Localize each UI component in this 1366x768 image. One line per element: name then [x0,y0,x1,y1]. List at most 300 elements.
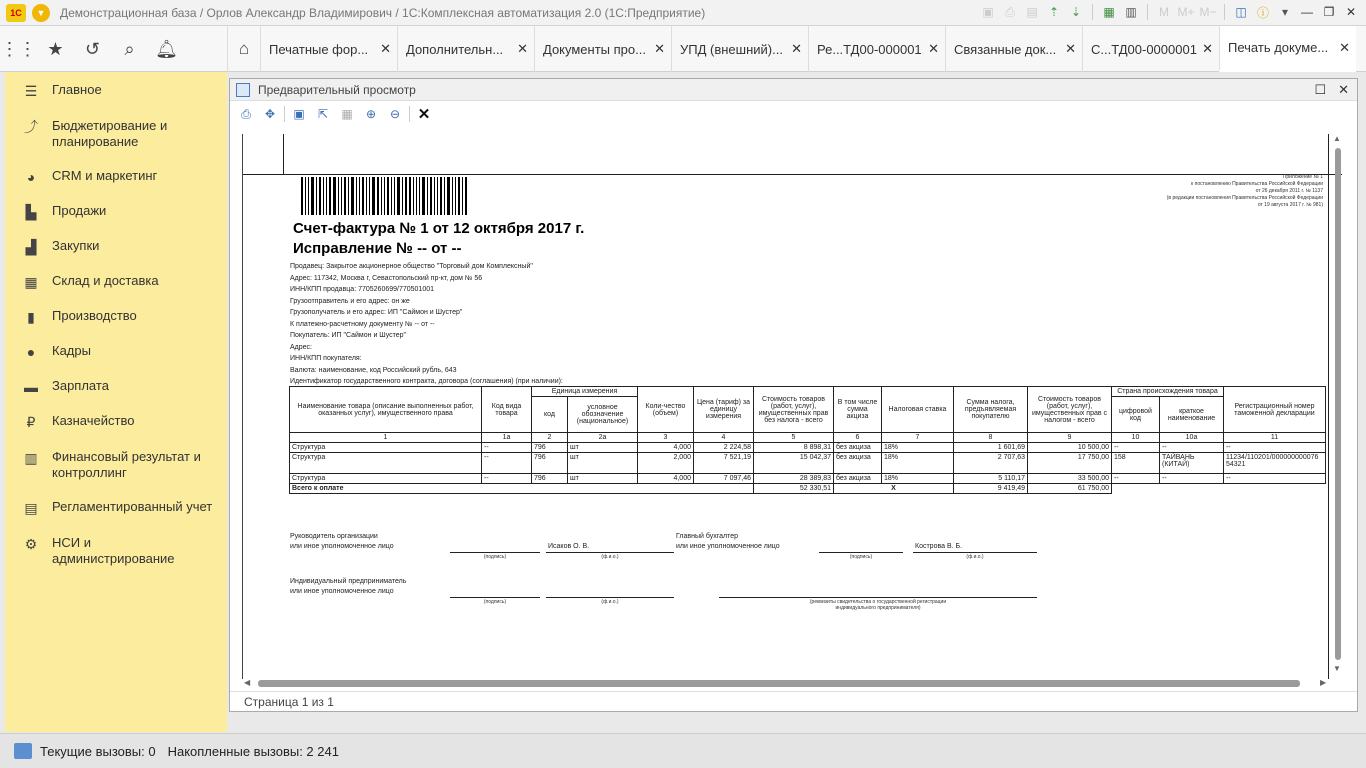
horizontal-scrollbar[interactable] [242,677,1332,691]
table-row [290,443,1326,453]
tab-realization[interactable] [808,26,945,72]
preview-title: Предварительный просмотр [258,82,416,97]
cell-tax: 1 601,69 [954,443,1028,453]
page-margin-line [1328,134,1329,679]
col-number: 8 [954,433,1028,443]
tab-close-icon[interactable]: ✕ [1202,41,1213,56]
cell-excise: без акциза [834,474,882,484]
search-icon[interactable]: ⌕ [124,38,135,59]
info-line: Адрес: 117342, Москва г, Севастопольский пр-кт, дом № 56 [290,274,483,282]
barcode-bar [305,177,306,215]
barcode-bar [326,177,327,215]
server-calls-icon[interactable] [14,743,32,759]
signature-line [450,597,540,598]
invoice-table [289,386,1326,494]
col-number: 2а [568,433,638,443]
export-icon[interactable]: ⇱ [317,107,329,121]
label-line: или иное уполномоченное лицо [290,543,394,550]
col-number: 7 [882,433,954,443]
col-number: 6 [834,433,882,443]
tab-close-icon[interactable]: ✕ [1065,41,1076,56]
barcode-bar [372,177,375,215]
label-line: Руководитель организации [290,533,378,540]
cell-customs: -- [1224,443,1326,453]
cell-total: 33 500,00 [1028,474,1112,484]
cell-price: 2 224,58 [694,443,754,453]
col-header-customs: Регистрационный номер таможенной декларации [1224,387,1326,433]
sidebar-item-salary[interactable] [5,378,227,395]
barcode-bar [387,177,389,215]
totals-row [290,484,1326,494]
preview-icon[interactable]: ▤ [1026,5,1038,19]
barcode-bar [413,177,414,215]
appendix-line: Приложение № 1 [1282,174,1323,180]
page-indicator: Страница 1 из 1 [244,695,334,709]
move-icon[interactable]: ✥ [264,107,276,121]
sidebar [5,72,227,732]
sidebar-item-label: Бюджетирование и планирование [52,118,168,149]
col-header-unit-code: код [532,397,568,433]
col-number: 3 [638,433,694,443]
cell-country-name: -- [1160,443,1224,453]
barcode-bar [323,177,324,215]
sidebar-item-treasury[interactable] [5,413,227,430]
barcode-bar [394,177,395,215]
preview-title-bar [230,79,1357,101]
col-header-country-code: цифровой код [1112,397,1160,433]
empty-cell [1112,484,1326,494]
totals-cost: 52 330,51 [754,484,834,494]
tab-label: Печатные фор... [269,41,369,57]
separator [284,106,285,122]
menu-lines-icon: ☰ [24,82,38,99]
barcode-bar [405,177,407,215]
caption-fio: (ф.и.о.) [601,599,619,605]
col-number: 11 [1224,433,1326,443]
notifications-bell-icon[interactable]: 🔔︎ [155,38,178,59]
cell-qty: 2,000 [638,453,694,474]
sidebar-item-finance[interactable] [5,449,227,481]
totals-tax: 9 419,49 [954,484,1028,494]
ip-signature-label [290,577,406,597]
head-signature-label [290,532,394,552]
download-icon[interactable]: ⇣ [1070,5,1082,19]
invoice-correction: Исправление № -- от -- [293,240,462,257]
caption-sign: (подпись) [483,599,507,605]
barcode-image [301,177,516,215]
sidebar-item-label: CRM и маркетинг [52,168,158,183]
close-icon[interactable]: ✕ [417,106,431,123]
info-line: Грузополучатель и его адрес: ИП "Саймон и Шустер" [290,309,463,316]
close-icon[interactable]: ✕ [1345,5,1357,19]
barcode-bar [391,177,392,215]
caption-fio: (ф.и.о.) [966,554,984,560]
col-header-cost: Стоимость товаров (работ, услуг), имущественных прав без налога - всего [754,387,834,433]
tab-close-icon[interactable]: ✕ [654,41,665,56]
col-number: 1 [290,433,482,443]
tab-label: Печать докуме... [1228,40,1329,55]
cell-rate: 18% [882,453,954,474]
sidebar-item-label: Производство [52,308,137,323]
signature-line [913,552,1037,553]
top-navigation-bar [0,26,1366,72]
appendix-line: к постановлению Правительства Российской Федерации [1191,181,1323,187]
appendix-line: (в редакции постановления Правительства Российской Федерации [1166,195,1323,201]
cell-kind: -- [482,443,532,453]
window-title: Демонстрационная база / Орлов Александр Владимирович / 1С:Комплексная автоматизация 2.0 (1С:Предприятие) [60,5,706,20]
label-line: или иное уполномоченное лицо [290,588,394,595]
tab-additional[interactable] [397,26,534,72]
page-setup-icon[interactable]: ▣ [293,107,305,121]
sidebar-item-admin[interactable] [5,535,227,567]
sidebar-item-warehouse[interactable] [5,273,227,290]
document-page [242,134,1342,679]
zoom-out-icon[interactable]: ⊖ [389,107,401,121]
signature-line [546,552,674,553]
barcode-bar [377,177,379,215]
barcode-bar [452,177,453,215]
signature-line [546,597,674,598]
barcode-bar [416,177,417,215]
info-line: ИНН/КПП продавца: 7705260699/770501001 [290,286,434,293]
save-icon[interactable]: ▣ [982,5,994,19]
barcode-bar [422,177,425,215]
cell-country-name: ТАЙВАНЬ (КИТАЙ) [1160,453,1224,474]
info-line: К платежно-расчетному документу № -- от -- [290,320,435,328]
label-line: Главный бухгалтер [676,533,738,540]
col-header-name: Наименование товара (описание выполненных работ, оказанных услуг), имущественного права [290,387,482,433]
main-menu-button[interactable]: ▼ [32,4,50,22]
col-header-unit: Единица измерения [532,387,638,397]
barcode-bar [311,177,314,215]
page-margin-line [283,134,284,174]
cell-total: 10 500,00 [1028,443,1112,453]
info-line: Продавец: Закрытое акционерное общество "Торговый дом Комплексный" [290,263,533,270]
print-icon[interactable]: ⎙ [1005,4,1015,19]
tab-close-icon[interactable]: ✕ [791,41,802,56]
sidebar-item-label: Закупки [52,238,100,253]
print-preview-window [229,78,1358,712]
cell-name: Структура [290,443,482,453]
current-calls: Текущие вызовы: 0 [40,743,156,759]
caption-sign: (подпись) [483,554,507,560]
cell-customs: -- [1224,474,1326,484]
restore-icon[interactable]: ❐ [1323,5,1335,19]
cell-cost: 8 898,31 [754,443,834,453]
barcode-bar [458,177,460,215]
tab-close-icon[interactable]: ✕ [928,41,939,56]
barcode-bar [316,177,317,215]
col-header-country: Страна происхождения товара [1112,387,1224,397]
pie-chart-icon: ◕ [26,169,36,185]
barcode-bar [344,177,346,215]
ruble-icon: ₽ [26,413,36,430]
totals-label: Всего к оплате [290,484,754,494]
finance-chart-icon: ▥ [24,449,38,466]
totals-excise: X [834,484,954,494]
app-logo: 1С [6,4,26,22]
col-header-rate: Налоговая ставка [882,387,954,433]
history-icon[interactable]: ↺ [84,38,101,59]
barcode-bar [308,177,309,215]
cell-tax: 2 707,63 [954,453,1028,474]
col-header-country-name: краткое наименование [1160,397,1224,433]
tab-close-icon[interactable]: ✕ [517,41,528,56]
sidebar-item-hr[interactable] [5,343,227,360]
memory-m-icon[interactable]: M [1159,5,1169,19]
cell-total: 17 750,00 [1028,453,1112,474]
sidebar-item-label: Зарплата [52,378,109,393]
sidebar-item-label: НСИ и администрирование [52,535,175,566]
col-header-excise: В том числе сумма акциза [834,387,882,433]
cell-country-name: -- [1160,474,1224,484]
basket-icon: ▟ [25,238,37,255]
cell-unit-name: шт [568,443,638,453]
tab-invoice[interactable] [1082,26,1219,72]
col-number: 9 [1028,433,1112,443]
calculator-icon[interactable]: ▦ [1103,5,1115,19]
tab-label: С...ТД00-0000001 [1091,41,1197,57]
cell-qty: 4,000 [638,474,694,484]
separator [1224,4,1225,20]
upload-icon[interactable]: ⇡ [1048,5,1060,19]
cell-excise: без акциза [834,443,882,453]
cell-kind: -- [482,453,532,474]
col-number: 10 [1112,433,1160,443]
cell-qty: 4,000 [638,443,694,453]
scroll-up-icon[interactable]: ▲ [1333,134,1341,143]
calculator-icon: ▤ [24,499,38,516]
apps-grid-icon[interactable]: ⋮⋮ [0,38,37,59]
info-icon[interactable]: ⓘ [1256,5,1269,20]
tab-label: Связанные док... [954,41,1057,57]
barcode-bar [434,177,435,215]
cell-country-code: 158 [1112,453,1160,474]
separator [1147,4,1148,20]
scrollbar-thumb[interactable] [1335,148,1341,660]
appendix-line: от 19 августа 2017 г. № 981) [1257,202,1323,208]
info-line: Покупатель: ИП "Саймон и Шустер" [290,332,407,339]
cell-unit-code: 796 [532,453,568,474]
barcode-bar [338,177,339,215]
barcode-bar [402,177,403,215]
barcode-bar [384,177,385,215]
appendix-note [1113,174,1323,209]
cell-price: 7 097,46 [694,474,754,484]
tab-upd[interactable] [671,26,808,72]
barcode-bar [333,177,336,215]
people-icon: ● [26,344,36,360]
invoice-title: Счет-фактура № 1 от 12 октября 2017 г. [293,220,585,237]
tab-print-document[interactable] [1219,26,1356,72]
barcode-bar [462,177,463,215]
barcode-bar [440,177,442,215]
cell-country-code: -- [1112,474,1160,484]
barcode-bar [427,177,428,215]
cell-unit-code: 796 [532,474,568,484]
sidebar-item-label: Склад и доставка [52,273,159,288]
tab-label: Ре...ТД00-000001 [817,41,922,57]
barcode-bar [419,177,420,215]
col-header-unit-name: условное обозначение (национальное) [568,397,638,433]
sidebar-item-label: Кадры [52,343,91,358]
label-line: Индивидуальный предприниматель [290,578,407,585]
zoom-in-icon[interactable]: ⊕ [365,107,377,121]
calendar-icon[interactable]: ▥ [1125,5,1137,19]
table-row [290,453,1326,474]
favorites-star-icon[interactable]: ★ [47,38,64,59]
tab-label: УПД (внешний)... [680,41,783,57]
accumulated-calls: Накопленные вызовы: 2 241 [167,743,339,759]
barcode-bar [447,177,450,215]
col-number: 4 [694,433,754,443]
col-header-kind-code: Код вида товара [482,387,532,433]
warehouse-icon: ▦ [24,273,38,290]
label-line: или иное уполномоченное лицо [676,543,780,550]
vertical-scrollbar[interactable] [1331,134,1347,689]
col-header-price: Цена (тариф) за единицу измерения [694,387,754,433]
barcode-bar [356,177,357,215]
barcode-bar [369,177,370,215]
barcode-bar [348,177,349,215]
cell-cost: 15 042,37 [754,453,834,474]
cell-customs: 11234/110201/000000000076 54321 [1224,453,1326,474]
scrollbar-thumb[interactable] [258,680,1300,687]
cell-name: Структура [290,474,482,484]
info-line: Грузоотправитель и его адрес: он же [290,297,410,305]
cell-tax: 5 110,17 [954,474,1028,484]
cell-kind: -- [482,474,532,484]
cart-icon: ▙ [25,203,37,220]
title-bar [0,0,1366,26]
home-icon[interactable]: ⌂ [227,26,260,72]
info-line: Валюта: наименование, код Российский рубль, 643 [290,366,457,374]
signature-line [719,597,1037,598]
grid-icon[interactable]: ▦ [341,107,353,121]
sidebar-item-purchases[interactable] [5,238,227,255]
barcode-bar [359,177,360,215]
budget-chart-icon: ⤴ [24,119,38,135]
separator [1092,4,1093,20]
preview-status-bar [230,691,1357,712]
caption-registration: (реквизиты свидетельства о государственной регистрации индивидуального предпринимателя) [809,599,947,611]
cell-unit-code: 796 [532,443,568,453]
barcode-bar [329,177,331,215]
sidebar-item-main[interactable] [5,82,227,99]
col-number: 1а [482,433,532,443]
sidebar-item-label: Главное [52,82,102,97]
print-icon[interactable]: ⎙ [241,106,251,121]
caption-sign: (подпись) [849,554,873,560]
cell-cost: 28 389,83 [754,474,834,484]
scroll-down-icon[interactable]: ▼ [1333,664,1341,673]
barcode-bar [366,177,367,215]
info-line: Идентификатор государственного контракта, договора (соглашения) (при наличии): [290,378,563,385]
barcode-bar [437,177,438,215]
sidebar-item-label: Казначейство [52,413,135,428]
sidebar-item-label: Регламентированный учет [52,499,213,514]
barcode-bar [381,177,382,215]
appendix-line: от 26 декабря 2011 г. № 1137 [1255,188,1323,194]
preview-toolbar [236,103,434,125]
info-line: ИНН/КПП покупателя: [290,355,362,362]
gear-icon: ⚙ [24,535,38,552]
col-header-qty: Коли-чество (объем) [638,387,694,433]
tab-print-forms[interactable] [260,26,397,72]
salary-icon: ▬ [24,379,38,395]
table-row [290,474,1326,484]
tab-close-icon[interactable]: ✕ [1339,39,1350,55]
col-header-total: Стоимость товаров (работ, услуг), имущественных прав с налогом - всего [1028,387,1112,433]
separator [409,106,410,122]
scroll-right-icon[interactable]: ▶ [1320,678,1327,687]
barcode-bar [301,177,303,215]
cell-price: 7 521,19 [694,453,754,474]
cell-unit-name: шт [568,453,638,474]
accountant-signature-label [676,532,780,552]
head-name: Исаков О. В. [548,543,590,550]
cell-rate: 18% [882,443,954,453]
sidebar-item-regulated-accounting[interactable] [5,499,227,516]
maximize-icon[interactable]: ☐ [1314,82,1327,97]
cell-excise: без акциза [834,453,882,474]
tab-documents[interactable] [534,26,671,72]
menu-icon[interactable]: ▾ [1281,5,1289,19]
sidebar-item-label: Финансовый результат и контроллинг [52,449,201,480]
col-number: 10а [1160,433,1224,443]
tab-label: Документы про... [543,41,646,57]
sidebar-item-crm[interactable] [5,168,227,185]
barcode-bar [362,177,364,215]
cell-country-code: -- [1112,443,1160,453]
barcode-bar [465,177,467,215]
minimize-icon[interactable]: — [1301,5,1313,19]
tab-close-icon[interactable]: ✕ [380,41,391,56]
signature-line [450,552,540,553]
sidebar-item-label: Продажи [52,203,107,218]
barcode-bar [351,177,354,215]
col-number: 5 [754,433,834,443]
factory-icon: ▮ [27,308,35,325]
panel-icon[interactable]: ◫ [1235,5,1247,19]
tab-label: Дополнительн... [406,41,504,57]
cell-unit-name: шт [568,474,638,484]
cell-rate: 18% [882,474,954,484]
sidebar-item-production[interactable] [5,308,227,325]
barcode-bar [319,177,321,215]
barcode-bar [409,177,411,215]
barcode-bar [341,177,342,215]
scroll-left-icon[interactable]: ◀ [244,678,251,687]
col-header-tax: Сумма налога, предъявляемая покупателю [954,387,1028,433]
totals-total: 61 750,00 [1028,484,1112,494]
memory-mminus-icon[interactable]: M− [1199,5,1217,19]
bottom-status-bar [0,733,1366,768]
sidebar-item-sales[interactable] [5,203,227,220]
barcode-bar [455,177,456,215]
tab-related-documents[interactable] [945,26,1082,72]
info-line: Адрес: [290,343,312,351]
cell-name: Структура [290,453,482,474]
memory-mplus-icon[interactable]: M+ [1177,5,1195,19]
barcode-bar [430,177,432,215]
invoice-info [290,261,563,388]
caption-fio: (ф.и.о.) [601,554,619,560]
sidebar-item-budgeting[interactable] [5,118,227,150]
accountant-name: Кострова В. Б. [915,543,963,550]
preview-window-icon [236,83,250,97]
close-icon[interactable]: ✕ [1338,82,1349,97]
